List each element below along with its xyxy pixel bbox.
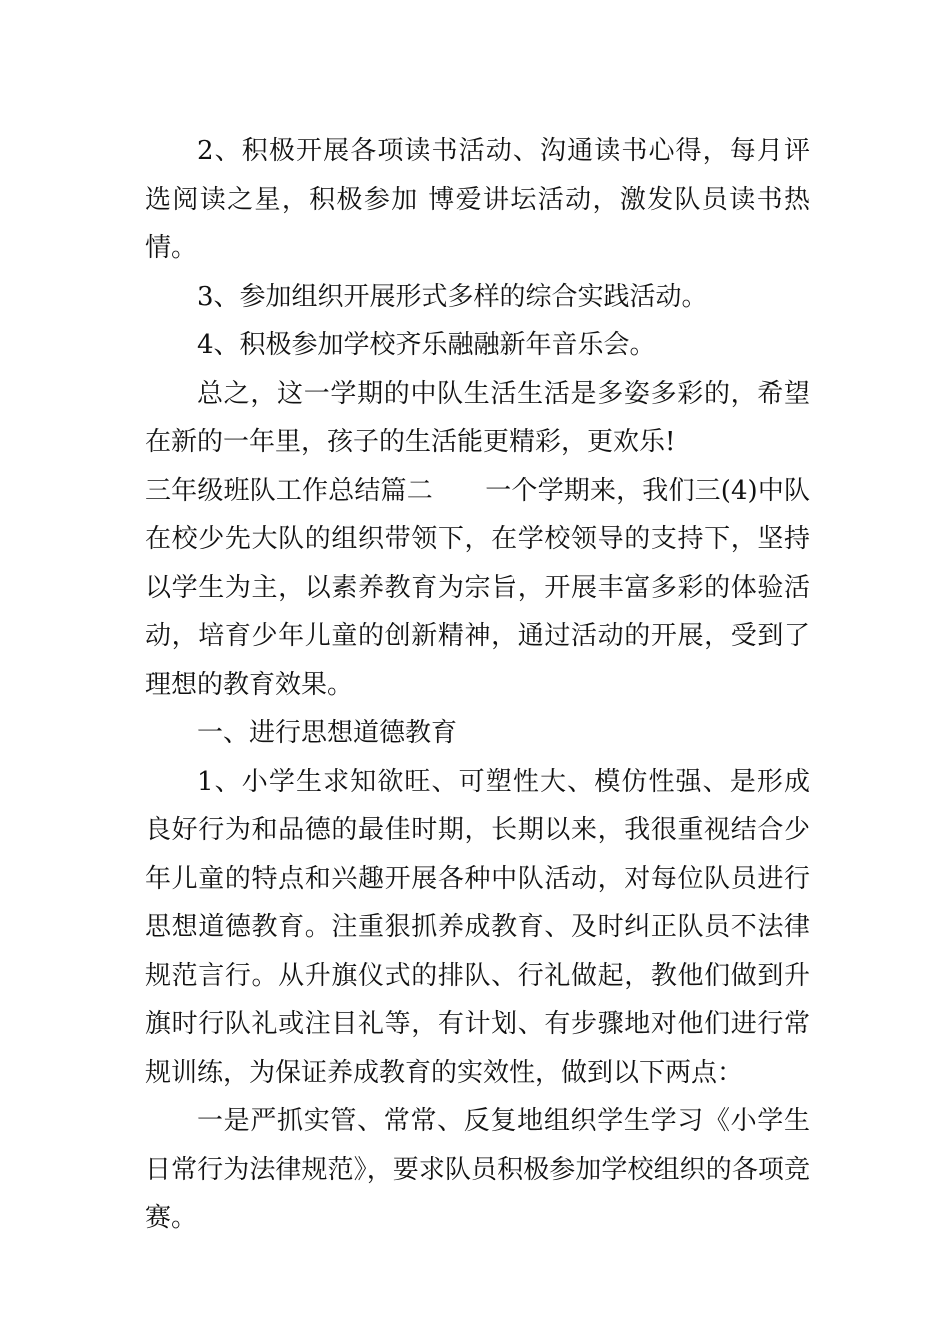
- paragraph-point-one: 一是严抓实管、常常、反复地组织学生学习《小学生日常行为法律规范》，要求队员积极参加学校组织的各项竞赛。: [145, 1106, 810, 1233]
- paragraph-summary: 总之，这一学期的中队生活生活是多姿多彩的，希望在新的一年里，孩子的生活能更精彩，更欢乐!: [145, 378, 810, 457]
- paragraph-section-two-intro: 三年级班队工作总结篇二 一个学期来，我们三(4)中队在校少先大队的组织带领下，在学校领导的支持下，坚持以学生为主，以素养教育为宗旨，开展丰富多彩的体验活动，培育少年儿童的创新精神，通过活动的开展，受到了理想的教育效果。: [145, 475, 810, 700]
- paragraph-practice-activities: 3、参加组织开展形式多样的综合实践活动。: [197, 281, 708, 312]
- section-heading-moral-education: 一、进行思想道德教育: [197, 718, 458, 748]
- paragraph-reading-activities: 2、积极开展各项读书活动、沟通读书心得，每月评选阅读之星，积极参加 博爱讲坛活动，激发队员读书热情。: [145, 136, 810, 263]
- paragraph-habit-training: 1、小学生求知欲旺、可塑性大、模仿性强、是形成良好行为和品德的最佳时期，长期以来，我很重视结合少年儿童的特点和兴趣开展各种中队活动，对每位队员进行思想道德教育。注重狠抓养成教育、及时纠正队员不法律规范言行。从升旗仪式的排队、行礼做起，教他们做到升旗时行队礼或注目礼等，有计划、有步骤地对他们进行常规训练，为保证养成教育的实效性，做到以下两点：: [145, 766, 810, 1088]
- paragraph-new-year-concert: 4、积极参加学校齐乐融融新年音乐会。: [197, 330, 656, 360]
- document-body: [145, 127, 810, 1243]
